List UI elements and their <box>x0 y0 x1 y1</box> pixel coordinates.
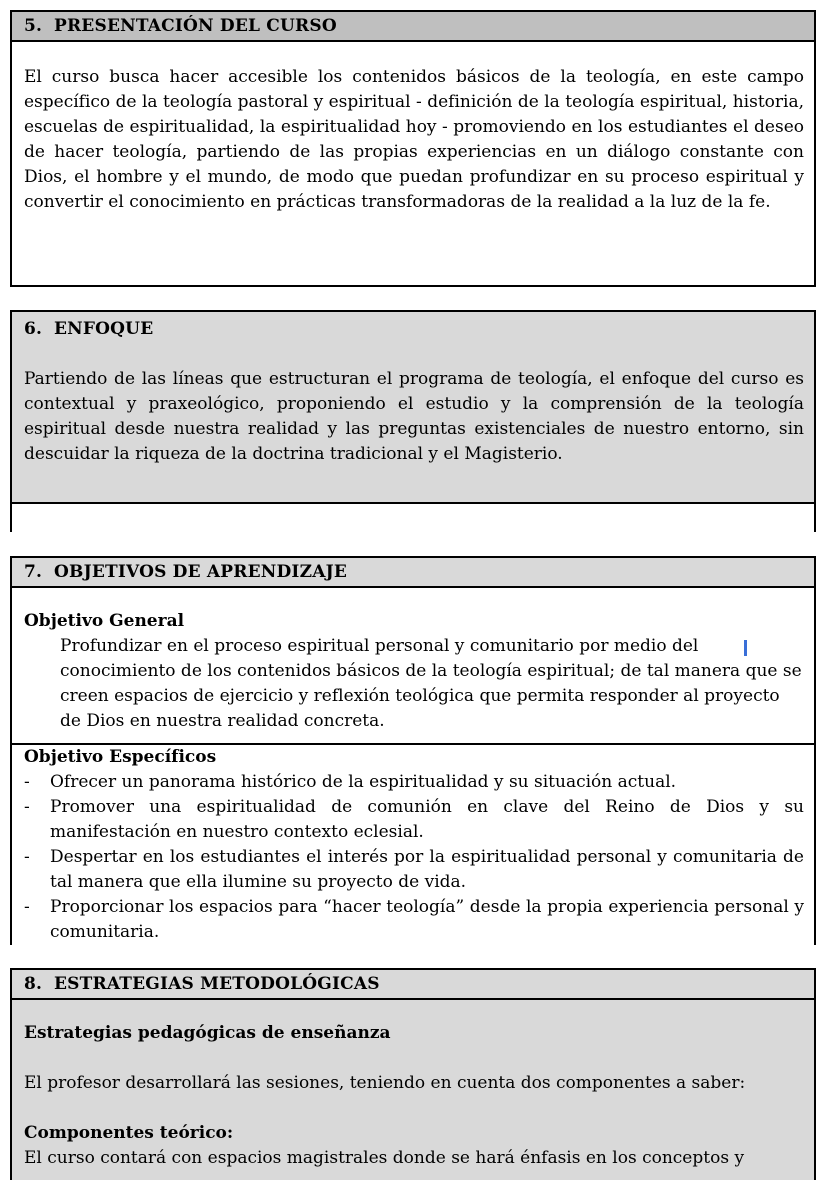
list-item <box>24 895 804 945</box>
section-title: ESTRATEGIAS METODOLÓGICAS <box>54 974 380 994</box>
text-cursor <box>744 640 747 656</box>
blank-line <box>24 1096 804 1121</box>
empty-row <box>12 502 814 532</box>
section-enfoque <box>10 310 816 532</box>
bullet-text: Proporcionar los espacios para “hacer teología” desde la propia experiencia personal y comunitaria. <box>50 897 804 942</box>
section-title: ENFOQUE <box>54 319 154 339</box>
bullet-dash: - <box>24 847 30 867</box>
section-number: 7. <box>24 562 43 582</box>
componentes-teorico-heading: Componentes teórico: <box>24 1123 234 1143</box>
objetivo-general-heading: Objetivo General <box>24 611 185 631</box>
section-estrategias-metodologicas <box>10 968 816 1180</box>
list-item <box>24 845 804 895</box>
section-6-body: Partiendo de las líneas que estructuran el programa de teología, el enfoque del curso es contextual y praxeológico, proponiendo el estudio y la comprensión de la teología espiritual desde nuestra realidad y las preguntas existenciales de nuestro entorno, sin descuidar la riqueza de la doctrina tradicional y el Magisterio. <box>24 369 804 464</box>
section-5-body: El curso busca hacer accesible los contenidos básicos de la teología, en este campo específico de la teología pastoral y espiritual - definición de la teología espiritual, historia, escuelas de espiritualidad, la espiritualidad hoy - promoviendo en los estudiantes el deseo de hacer teología, partiendo de las propias experiencias en un diálogo constante con Dios, el hombre y el mundo, de modo que puedan profundizar en su proceso espiritual y convertir el conocimiento en prácticas transformadoras de la realidad a la luz de la fe. <box>12 42 814 215</box>
section-8-paragraph: El profesor desarrollará las sesiones, teniendo en cuenta dos componentes a saber: <box>24 1073 746 1093</box>
objetivo-general-row <box>12 588 814 743</box>
section-5-header <box>12 12 814 42</box>
section-8-header <box>12 970 814 1000</box>
section-presentacion-del-curso <box>10 10 816 287</box>
bullet-dash: - <box>24 772 30 792</box>
section-6-header <box>24 317 804 342</box>
section-8-paragraph: El curso contará con espacios magistrales donde se hará énfasis en los conceptos y <box>24 1148 745 1168</box>
section-title: PRESENTACIÓN DEL CURSO <box>54 16 337 36</box>
blank-line <box>24 1046 804 1071</box>
section-title: OBJETIVOS DE APRENDIZAJE <box>54 562 347 582</box>
list-item <box>24 770 804 795</box>
section-7-header <box>12 558 814 588</box>
estrategias-pedagogicas-heading: Estrategias pedagógicas de enseñanza <box>24 1023 391 1043</box>
section-number: 8. <box>24 974 43 994</box>
objetivo-especificos-heading: Objetivo Específicos <box>24 747 217 767</box>
objetivo-especificos-row <box>12 743 814 945</box>
section-6-cell <box>12 312 814 502</box>
bullet-text: Ofrecer un panorama histórico de la espiritualidad y su situación actual. <box>50 772 677 792</box>
bullet-text: Despertar en los estudiantes el interés por la espiritualidad personal y comunitaria de tal manera que ella ilumine su proyecto de vida. <box>50 847 804 892</box>
section-number: 6. <box>24 319 43 339</box>
objetivo-general-text: Profundizar en el proceso espiritual personal y comunitario por medio del conocimiento de los contenidos básicos de la teología espiritual; de tal manera que se creen espacios de ejercicio y reflexión teológica que permita responder al proyecto de Dios en nuestra realidad concreta. <box>60 636 802 731</box>
list-item <box>24 795 804 845</box>
section-number: 5. <box>24 16 43 36</box>
section-objetivos-de-aprendizaje <box>10 556 816 945</box>
bullet-dash: - <box>24 797 30 817</box>
bullet-text: Promover una espiritualidad de comunión en clave del Reino de Dios y su manifestación en nuestro contexto eclesial. <box>50 797 804 842</box>
bullet-dash: - <box>24 897 30 917</box>
section-8-body <box>12 1000 814 1171</box>
